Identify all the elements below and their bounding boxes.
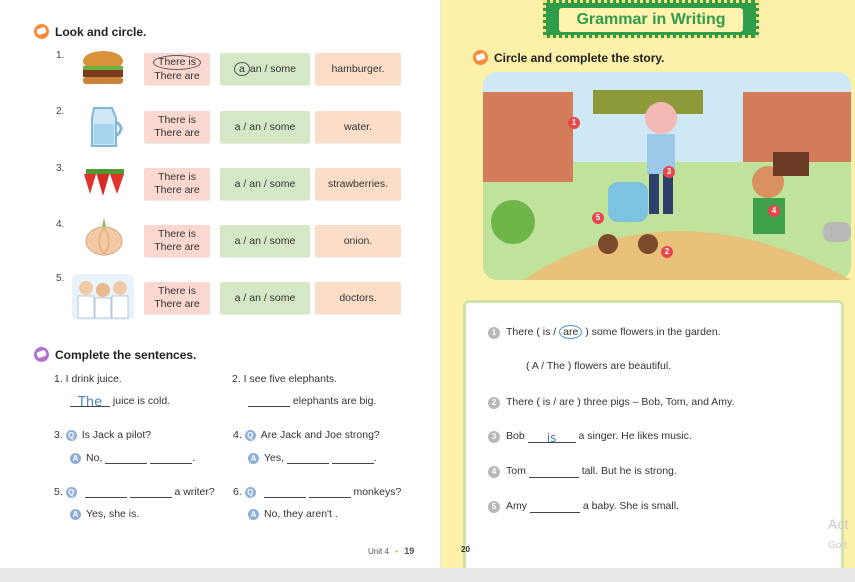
marker-2: 2 (661, 246, 673, 258)
story-text: a baby. She is small. (582, 500, 679, 512)
unit-label: Unit 4 (368, 547, 389, 556)
answer-icon: A (70, 453, 81, 464)
answer-icon: A (248, 509, 259, 520)
section-title: Complete the sentences. (55, 347, 197, 362)
answer-icon: A (70, 509, 81, 520)
circled-answer[interactable]: are (559, 325, 582, 339)
option-there-are: There are (154, 127, 200, 139)
sentence-4-answer (248, 452, 377, 464)
sentence-5-answer (70, 508, 139, 520)
option-there-are: There are (154, 184, 200, 196)
watermark-line-1: Act (828, 516, 849, 532)
circled-answer: There is (153, 55, 201, 70)
item-number: 3. (54, 429, 63, 441)
page-number: 19 (404, 546, 415, 556)
sentence-text: elephants are big. (292, 395, 377, 407)
question-icon: Q (66, 487, 77, 498)
answer-text: No, they aren't . (264, 508, 338, 520)
choice-article[interactable]: a / an / some (220, 282, 310, 314)
answer-blank[interactable]: is (528, 431, 576, 443)
item-number: 3. (56, 163, 65, 174)
section-look-and-circle (34, 24, 146, 39)
choice-there-is-are[interactable] (144, 282, 210, 314)
item-number: 4. (56, 219, 65, 230)
answer-blank[interactable] (264, 486, 306, 498)
doctors-icon (72, 274, 134, 320)
banner-title: Grammar in Writing (559, 8, 743, 32)
sentence-5-question (54, 486, 215, 498)
hamburger-icon (80, 50, 126, 86)
noun-box: onion. (315, 225, 401, 257)
story-text: There ( is / (506, 326, 557, 338)
answer-blank[interactable] (529, 466, 579, 478)
sentence-3-question (54, 429, 151, 441)
choice-there-is-are[interactable] (144, 168, 210, 200)
noun-box: hamburger. (315, 53, 401, 85)
marker-5: 5 (592, 212, 604, 224)
marker-3: 3 (663, 166, 675, 178)
sentence-6-answer (248, 508, 338, 520)
story-line-2 (488, 396, 734, 409)
story-text: Tom (506, 465, 526, 477)
answer-blank[interactable]: The (70, 395, 110, 407)
question-icon: Q (245, 487, 256, 498)
water-jug-icon (86, 102, 126, 150)
line-number: 2 (488, 397, 500, 409)
sentence-2-answer (248, 395, 376, 407)
story-line-5 (488, 500, 679, 513)
section-title: Look and circle. (55, 24, 147, 39)
article-options: an / some (249, 63, 296, 75)
sentence-1-answer (70, 395, 171, 410)
right-page (441, 0, 855, 568)
story-text[interactable]: There ( is / are ) three pigs – Bob, Tom, and Amy. (506, 396, 735, 408)
answer-blank[interactable] (85, 486, 127, 498)
period: . (192, 452, 196, 464)
choice-article[interactable] (220, 53, 310, 85)
pencil-icon (473, 50, 488, 65)
page-number: 20 (461, 545, 470, 554)
onion-icon (82, 216, 126, 256)
sentence-2-prompt: 2. I see five elephants. (232, 373, 338, 385)
watermark-line-2: Go t (828, 540, 847, 551)
item-number: 2. (56, 106, 65, 117)
footer-bullet: • (395, 547, 398, 556)
sentence-1-prompt: 1. I drink juice. (54, 373, 122, 385)
choice-there-is-are[interactable] (144, 111, 210, 143)
answer-text: Yes, she is. (86, 508, 140, 520)
item-number: 5. (56, 273, 65, 284)
answer-blank[interactable] (530, 501, 580, 513)
option-there-are: There are (154, 70, 200, 82)
line-number: 5 (488, 501, 500, 513)
story-text: ) some flowers in the garden. (585, 326, 721, 338)
noun-box: water. (315, 111, 401, 143)
option-there-is: There is (158, 114, 196, 126)
sentence-text: juice is cold. (112, 395, 171, 407)
story-line-4 (488, 465, 677, 478)
story-line-3 (488, 430, 692, 443)
noun-box: strawberries. (315, 168, 401, 200)
answer-blank[interactable] (150, 452, 192, 464)
strawberries-icon (78, 164, 132, 198)
answer-blank[interactable] (105, 452, 147, 464)
story-heading (473, 50, 665, 65)
story-text: Amy (506, 500, 527, 512)
marker-4: 4 (768, 205, 780, 217)
option-there-is: There is (158, 171, 196, 183)
answer-blank[interactable] (248, 395, 290, 407)
pencil-icon (34, 347, 49, 362)
section-title: Circle and complete the story. (494, 50, 665, 65)
answer-blank[interactable] (130, 486, 172, 498)
item-number: 5. (54, 486, 63, 498)
choice-article[interactable]: a / an / some (220, 168, 310, 200)
page-footer (368, 546, 414, 556)
question-icon: Q (66, 430, 77, 441)
answer-text: No, (86, 452, 103, 464)
item-number: 6. (233, 486, 242, 498)
answer-text: Yes, (264, 452, 285, 464)
line-number: 3 (488, 431, 500, 443)
story-text: tall. But he is strong. (581, 465, 677, 477)
answer-icon: A (248, 453, 259, 464)
question-text: Are Jack and Joe strong? (260, 429, 380, 441)
option-there-is: There is (158, 228, 196, 240)
item-number: 1. (56, 50, 65, 61)
period: . (373, 452, 377, 464)
line-number: 4 (488, 466, 500, 478)
noun-box: doctors. (315, 282, 401, 314)
question-text: a writer? (174, 486, 215, 498)
section-complete-sentences (34, 347, 196, 362)
option-there-is: There is (158, 285, 196, 297)
choice-there-is-are[interactable] (144, 53, 210, 85)
choice-article[interactable]: a / an / some (220, 111, 310, 143)
sentence-4-question (233, 429, 380, 441)
answer-blank[interactable] (309, 486, 351, 498)
answer-blank[interactable] (287, 452, 329, 464)
choice-there-is-are[interactable] (144, 225, 210, 257)
option-there-are: There are (154, 241, 200, 253)
story-line-1 (488, 326, 721, 339)
pencil-icon (34, 24, 49, 39)
answer-blank[interactable] (332, 452, 374, 464)
line-number: 1 (488, 327, 500, 339)
question-text: monkeys? (353, 486, 402, 498)
story-line-1b[interactable]: ( A / The ) flowers are beautiful. (526, 360, 672, 372)
item-number: 4. (233, 429, 242, 441)
sentence-6-question (233, 486, 401, 498)
choice-article[interactable]: a / an / some (220, 225, 310, 257)
sentence-3-answer (70, 452, 195, 464)
story-text: a singer. He likes music. (578, 430, 692, 442)
question-text: Is Jack a pilot? (81, 429, 152, 441)
option-there-are: There are (154, 298, 200, 310)
marker-1: 1 (568, 117, 580, 129)
story-text: Bob (506, 430, 525, 442)
circled-answer: a (234, 62, 250, 76)
question-icon: Q (245, 430, 256, 441)
